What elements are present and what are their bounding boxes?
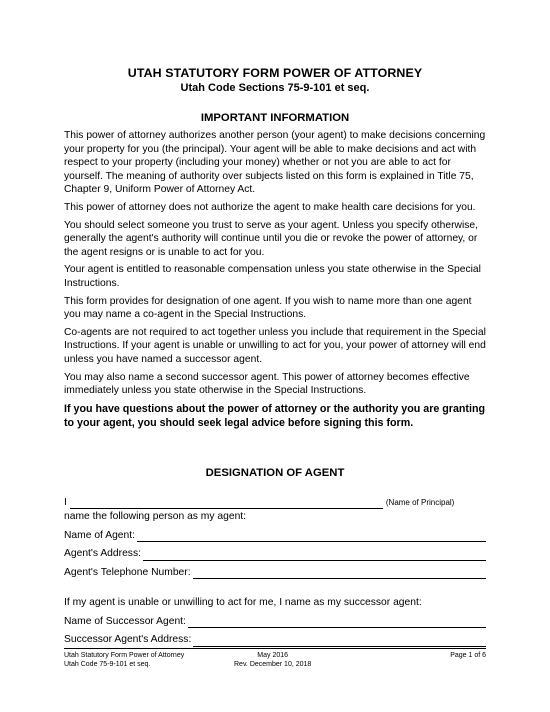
agent-phone-field[interactable] bbox=[193, 568, 486, 579]
important-paragraph: This power of attorney authorizes another person (your agent) to make decisions concerning your property for you (the principal). Your agent will be able to make decisions and act with respect to your property (including your money) whether or not you are able to act for yourself. The meaning of authority over subjects listed on this form is explained in Title 75, Chapter 9, Uniform Power of Attorney Act. bbox=[64, 130, 486, 196]
successor-address-row bbox=[64, 633, 486, 647]
important-paragraph: This form provides for designation of one agent. If you wish to name more than one agent you may name a co-agent in the Special Instructions. bbox=[64, 295, 472, 321]
footer-left bbox=[64, 652, 184, 669]
successor-address-field[interactable] bbox=[193, 636, 486, 647]
designation-of-agent-heading: DESIGNATION OF AGENT bbox=[205, 466, 345, 479]
important-paragraph: Co-agents are not required to act together unless you include that requirement in the Special Instructions. If your agent is unable or unwilling to act for you, your power of attorney will end unless you have named a successor agent. bbox=[64, 326, 486, 365]
footer-page-number: Page 1 of 6 bbox=[450, 652, 486, 659]
page-footer bbox=[64, 648, 486, 668]
principal-name-field[interactable] bbox=[70, 498, 383, 509]
important-paragraph: You may also name a second successor agent. This power of attorney becomes effective immediately unless you state otherwise in the Special Instructions. bbox=[64, 371, 470, 397]
important-information-heading: IMPORTANT INFORMATION bbox=[200, 112, 350, 124]
successor-address-label: Successor Agent's Address: bbox=[64, 634, 192, 646]
name-following-text: name the following person as my agent: bbox=[64, 511, 247, 523]
agent-name-row bbox=[64, 529, 486, 543]
agent-address-label: Agent's Address: bbox=[64, 548, 141, 560]
document-subtitle: Utah Code Sections 75-9-101 et seq. bbox=[180, 82, 370, 94]
agent-name-field[interactable] bbox=[137, 531, 486, 542]
important-paragraph: Your agent is entitled to reasonable compensation unless you state otherwise in the Special Instructions. bbox=[64, 264, 481, 289]
footer-middle bbox=[234, 652, 311, 669]
principal-name-row bbox=[64, 496, 486, 510]
footer-form-name: Utah Statutory Form Power of Attorney bbox=[64, 652, 185, 659]
legal-advice-notice: If you have questions about the power of attorney or the authority you are granting to your agent, you should seek legal advice before signing this form. bbox=[64, 402, 486, 429]
successor-name-field[interactable] bbox=[188, 617, 486, 628]
important-paragraph: This power of attorney does not authorize the agent to make health care decisions for you. bbox=[64, 201, 476, 213]
successor-name-label: Name of Successor Agent: bbox=[64, 615, 186, 627]
agent-phone-label: Agent's Telephone Number: bbox=[64, 566, 191, 578]
successor-intro-text: If my agent is unable or unwilling to act for me, I name as my successor agent: bbox=[64, 597, 422, 609]
footer-revision: Rev. December 10, 2018 bbox=[234, 660, 312, 668]
agent-phone-row bbox=[64, 566, 486, 580]
important-paragraph: You should select someone you trust to serve as your agent. Unless you specify otherwise, generally the agent's authority will continue until you die or revoke the power of attorney, or the agent resigns or is unable to act for you. bbox=[64, 219, 479, 258]
agent-name-label: Name of Agent: bbox=[64, 529, 135, 541]
successor-name-row bbox=[64, 615, 486, 629]
document-title: UTAH STATUTORY FORM POWER OF ATTORNEY bbox=[127, 66, 423, 80]
agent-address-row bbox=[64, 547, 486, 561]
footer-code-reference: Utah Code 75-9-101 et seq. bbox=[64, 660, 151, 668]
footer-date: May 2016 bbox=[257, 652, 289, 659]
document-body bbox=[64, 66, 486, 652]
principal-prefix: I bbox=[64, 496, 67, 508]
principal-name-label: (Name of Principal) bbox=[385, 498, 455, 508]
agent-address-field[interactable] bbox=[143, 550, 486, 561]
